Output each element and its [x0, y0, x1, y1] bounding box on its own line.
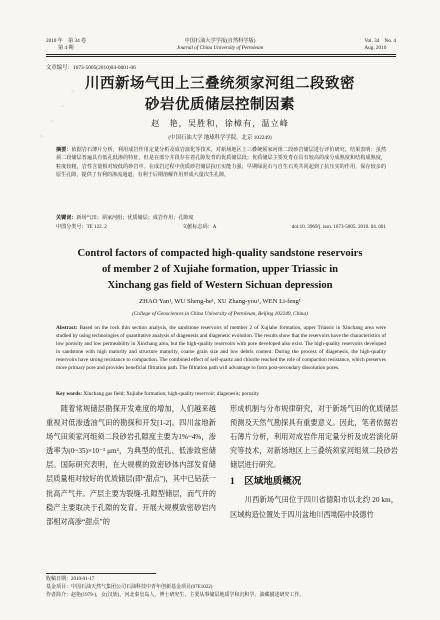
body-right-top-text: 形成机制与分布规律研究，对于新场气田的优质储层预测及天然气勘探具有重要意义。因此，笔者依据岩石薄片分析，利用对成岩作用定量分析及成岩演化研究等技术，对新场地区上三叠统须家河组须二段砂岩储层进行研究。 [230, 405, 398, 470]
abstract-cn [56, 146, 386, 179]
affiliation-cn: (中国石油大学 地球科学学院，北京 102249) [168, 135, 272, 141]
abstract-en-text: Based on the rock thin section analysis, the sandstone reservoirs of member 2 of Xujiahe formation, upper Triassic in Xinchang area were studied by using technologies of quantitative analysis of diagenesis and diagenetic evolution. The results show that the reservoirs have the characteristics of low porosity and low permeability in Xinchang area, but the high-quality reservoirs with pore developed also exist. The high-quality reservoirs developed in sandstone with high maturity and structure maturity, coarse grain size and low debris content. During the process of diagenesis, the high-quality reservoirs have strong resistance to compaction. The combined effect of self-quartz and chlorite reached the role of compaction resistance, which preserves more primary pore and provides beneficial filtration path. The filtration path will advantage to form post-secondary dissolution pores. [56, 325, 386, 372]
footnote-received: 收稿日期：2010-01-17 [46, 577, 95, 582]
section-1-heading: 1 区域地质概况 [230, 477, 302, 488]
doi: doi:10. 3969/j. issn. 1673-5005. 2010. 04. 001 [291, 224, 386, 230]
header-issue-number: 第 4 期 [58, 45, 74, 52]
authors-cn: 赵 艳，吴胜和，徐樟有，温立峰 [151, 119, 289, 128]
footnote-author: 作者简介：赵艳(1979-)，女(汉族)，河北秦皇岛人，博士研究生，主要从事储层地质学和沉积学、油藏描述研究工作。 [46, 593, 305, 599]
keywords-en [56, 390, 386, 398]
keywords-cn [56, 214, 386, 222]
title-cn-line1: 川西新场气田上三叠统须家河组二段致密 [85, 76, 355, 92]
header-rule-top [46, 54, 396, 55]
clc-number: 中图分类号：TE 122. 2 [56, 224, 107, 230]
keywords-en-label: Key words: [56, 391, 83, 397]
title-en-line1: Control factors of compacted high-quality sandstone reservoirs [77, 248, 363, 259]
footnotes [46, 576, 396, 601]
header-journal-en: Journal of China University of Petroleum [176, 45, 264, 52]
body-column-left [46, 402, 216, 529]
classification-line [56, 223, 386, 231]
body-column-right [230, 402, 398, 522]
footnote-fund: 基金项目：中国石油天然气集团公司石油科技中青年创新基金项目(07E1022) [46, 585, 213, 591]
abstract-cn-text: 依据岩石薄片分析，利用成岩作用定量分析及成岩演化等技术，对新场地区上三叠统须家河组二段砂岩储层进行评价研究。结果表明：虽然须二段储层普遍具有低孔低渗的特征，但是在部分井段存在着孔隙发育的优质储层段；优质储层主要发育在具有较高的成分成熟度和结构成熟度，粒度较粗，岩性含量相对较低的砂岩中。在成岩过程中优质砂岩储层抗压实能力强；早期绿泥石与自生石英共同起到了抗压实的作用，保存较多的原生孔隙，提供了有利的渗流通道，有利于后期溶解作用形成大量次生孔隙。 [56, 147, 386, 178]
keywords-cn-label: 关键词： [56, 215, 77, 221]
abstract-en [56, 324, 386, 373]
title-en-line3: Xinchang gas field of Western Sichuan depression [107, 280, 333, 291]
header-date: Aug. 2010 [364, 45, 387, 52]
body-left-text: 随着常规储层勘探开发难度的增加，人们越来越重视对低渗透油气田的勘探和开发[1-2]。四川盆地新场气田须家河组须二段砂岩孔隙度主要为1%~4%，渗透率为(0~35)×10⁻³ μm²，为典型的低孔、低渗致密储层。国际研究表明，在大规模的致密砂体内部发育储层质量相对较好的优质储层(即“甜点”)，其中已钻获一批高产气井。产层主要为裂缝-孔隙型储层，而气井的稳产主要取决于孔隙的发育。开展大规模致密砂岩内部相对高渗“甜点”的 [46, 405, 216, 526]
header-rule-bottom [46, 56, 396, 57]
header-vol-no: Vol. 34 No. 4 [364, 38, 396, 44]
header-year-volume: 2010 年 第 34 卷 [46, 38, 87, 44]
authors-en: ZHAO Yan¹, WU Sheng-he¹, XU Zhang-you¹, WEN Li-feng¹ [139, 298, 301, 305]
title-cn-line2: 砂岩优质储层控制因素 [145, 97, 295, 113]
body-right-bottom-text: 川西新场气田位于四川省德阳市以北约 20 km，区域构造位置处于四川盆地川西坳陷中段德竹 [230, 496, 398, 519]
abstract-cn-label: 摘要： [56, 147, 72, 153]
article-number: 文章编号：1673-5005(2010)04-0001-06 [46, 65, 136, 71]
abstract-en-label: Abstract: [56, 325, 78, 331]
header-volume [364, 38, 396, 52]
document-code: 文献标志码：A [182, 224, 217, 230]
keywords-en-text: Xinchang gas field; Xujiahe formation; high-quality reservoir; diagenesis; porosity [83, 391, 260, 397]
keywords-cn-text: 新场气田；须家河组；优质储层；成岩作用；孔隙度 [76, 215, 194, 221]
footnote-rule [46, 573, 156, 574]
title-en-line2: of member 2 of Xujiahe formation, upper Triassic in [101, 264, 339, 275]
affiliation-en: (College of Geosciences in China University of Petroleum, Beijing 102249, China) [132, 311, 308, 317]
header-journal-cn: 中国石油大学学报(自然科学版) [184, 38, 256, 44]
